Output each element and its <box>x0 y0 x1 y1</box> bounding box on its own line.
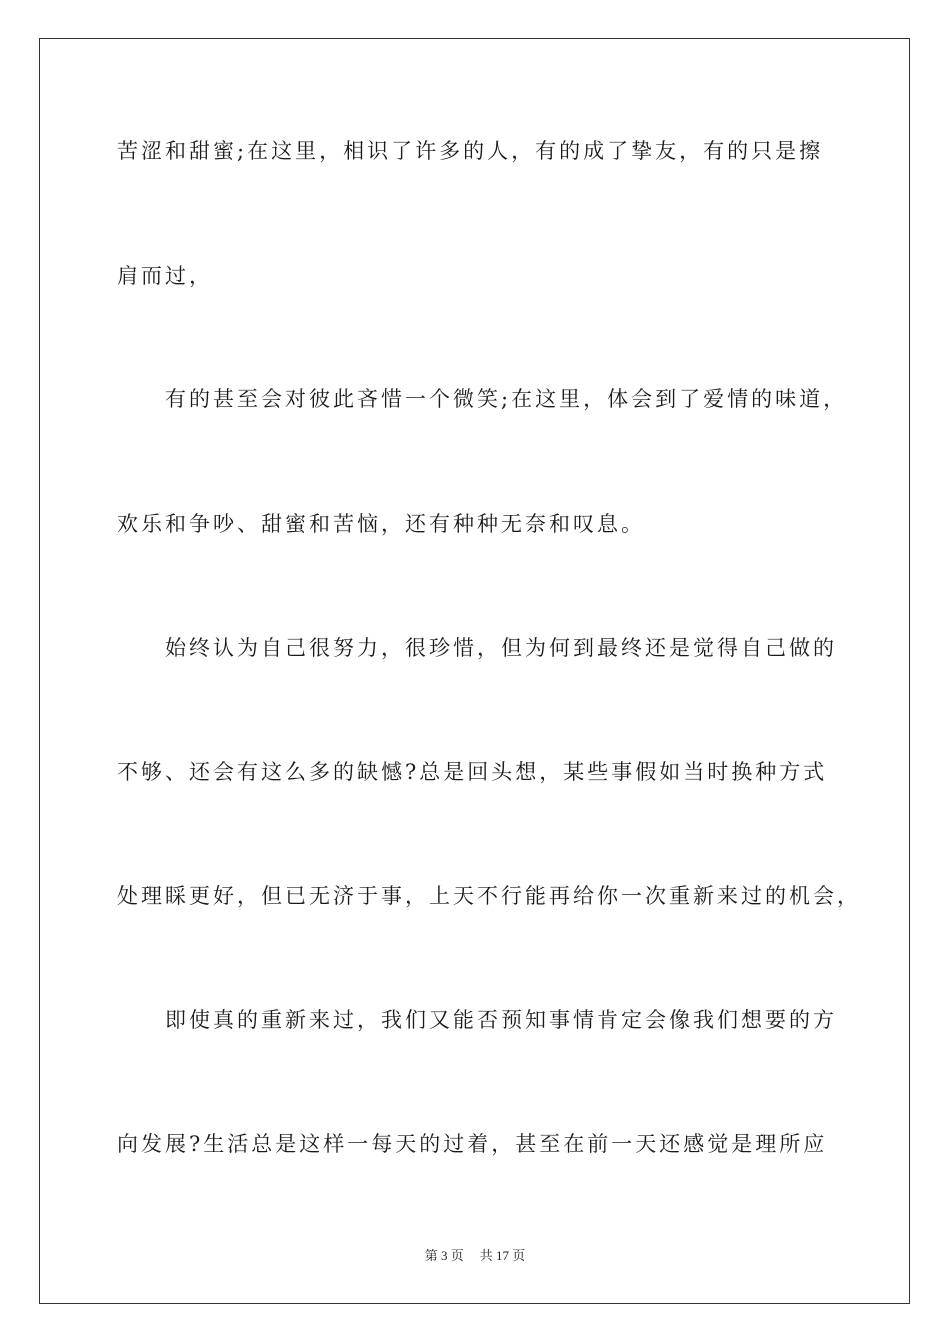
text-line-3: 有的甚至会对彼此吝惜一个微笑;在这里，体会到了爱情的味道， <box>165 387 848 411</box>
text-line-7: 处理睬更好，但已无济于事，上天不行能再给你一次重新来过的机会， <box>117 884 861 908</box>
text-line-1: 苦涩和甜蜜;在这里，相识了许多的人，有的成了挚友，有的只是擦 <box>117 139 824 163</box>
text-line-2: 肩而过， <box>117 264 213 288</box>
text-line-6: 不够、还会有这么多的缺憾?总是回头想，某些事假如当时换种方式 <box>117 760 828 784</box>
page-number: 第 3 页 <box>424 1248 464 1263</box>
page-total: 共 17 页 <box>479 1248 526 1263</box>
page-footer <box>0 1247 950 1265</box>
page-border <box>39 38 910 1304</box>
text-line-8: 即使真的重新来过，我们又能否预知事情肯定会像我们想要的方 <box>165 1008 837 1032</box>
text-line-9: 向发展?生活总是这样一每天的过着，甚至在前一天还感觉是理所应 <box>117 1132 828 1156</box>
text-line-4: 欢乐和争吵、甜蜜和苦恼，还有种种无奈和叹息。 <box>117 512 645 536</box>
text-line-5: 始终认为自己很努力，很珍惜，但为何到最终还是觉得自己做的 <box>165 636 837 660</box>
